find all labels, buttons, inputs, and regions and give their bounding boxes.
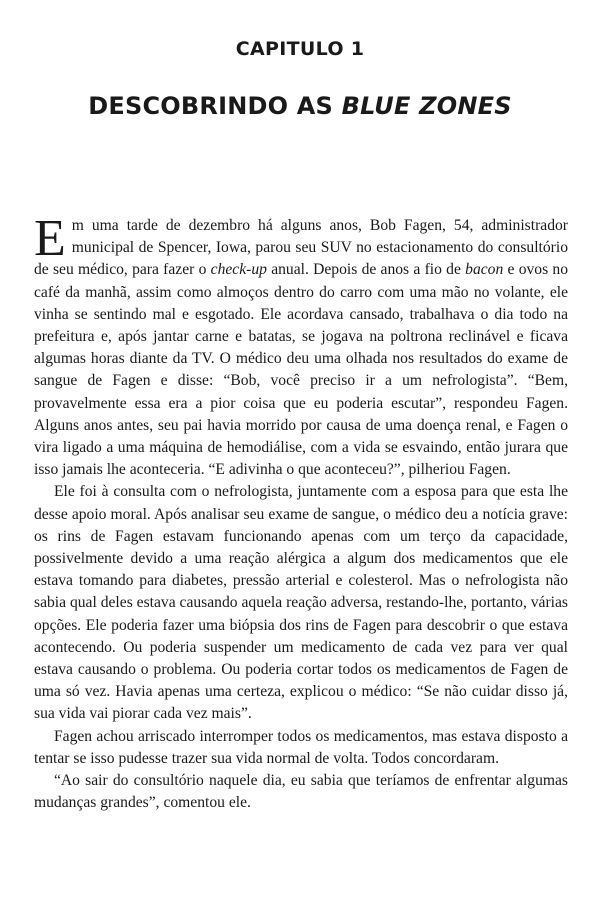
drop-cap: E — [34, 210, 66, 267]
paragraph-2: Ele foi à consulta com o nefrologista, juntamente com a esposa para que esta lhe desse apoio moral. Após analisar seu exame de sangue, o médico deu a notícia grave: os rins de Fagen estavam funcionando apenas com um terço da capacidade, possivelmente devido a uma reação alérgica a algum dos medicamentos que ele estava tomando para diabetes, pressão arterial e colesterol. Mas o nefrologista não sabia qual deles estava causando aquela reação adversa, restando-lhe, portanto, várias opções. Ele poderia fazer uma biópsia dos rins de Fagen para descobrir o que estava acontecendo. Ou poderia suspender um medicamento de cada vez para ver qual estava causando o problema. Ou poderia cortar todos os medicamentos de Fagen de uma só vez. Havia apenas uma certeza, explicou o médico: “Se não cuidar disso já, sua vida vai piorar cada vez mais”. — [34, 483, 568, 723]
paragraph-4: “Ao sair do consultório naquele dia, eu sabia que teríamos de enfrentar algumas mudanças grandes”, comentou ele. — [34, 772, 568, 812]
chapter-title-text: DESCOBRINDO AS — [88, 92, 342, 120]
paragraph-1-italic-b: bacon — [465, 261, 504, 279]
chapter-body — [34, 210, 569, 814]
paragraph-1-text-a: m uma tarde de dezembro há alguns anos, Bob Fagen, 54, administrador municipal de Spencer, Iowa, parou seu SUV no estacionamento do consultório de seu médico, para fazer o — [34, 217, 568, 279]
chapter-title-italic: BLUE ZONES — [341, 92, 512, 120]
paragraph-1-text-b: anual. Depois de anos a fio de — [266, 261, 466, 279]
chapter-label: CAPITULO 1 — [235, 38, 365, 60]
paragraph-1 — [34, 210, 569, 481]
paragraph-3: Fagen achou arriscado interromper todos os medicamentos, mas estava disposto a tentar se isso pudesse trazer sua vida normal de volta. Todos concordaram. — [34, 727, 568, 767]
paragraph-1-italic-a: check-up — [210, 261, 267, 279]
chapter-title — [0, 92, 600, 120]
paragraph-1-text-c: e ovos no café da manhã, assim como almoços dentro do carro com uma mão no volante, ele vinha se sentindo mal e esgotado. Ele acordava cansado, trabalhava o dia todo na prefeitura e, após jantar carne e batatas, se jogava na poltrona reclinável e ficava algumas horas diante da TV. O médico deu uma olhada nos resultados do exame de sangue de Fagen e disse: “Bob, você preciso ir a um nefrologista”. “Bem, provavelmente essa era a pior coisa que eu poderia escutar”, respondeu Fagen. Alguns anos antes, seu pai havia morrido por causa de uma doença renal, e Fagen o vira ligado a uma máquina de hemodiálise, com a vida se esvaindo, então jurara que isso jamais lhe aconteceria. “E adivinha o que aconteceu?”, pilheriou Fagen. — [34, 261, 569, 479]
